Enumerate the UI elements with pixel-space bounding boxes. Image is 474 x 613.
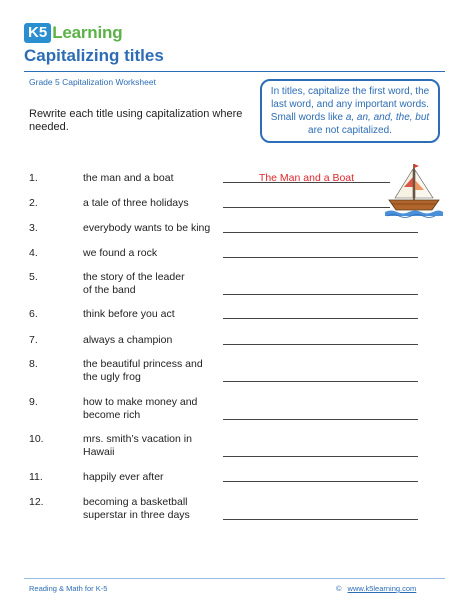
- item-prompt-line-1: how to make money and: [83, 396, 198, 408]
- item-prompt-line-2: become rich: [83, 409, 141, 421]
- answer-line[interactable]: [223, 294, 418, 295]
- logo-k5-mark: K5: [24, 23, 51, 43]
- item-number: 2.: [29, 197, 38, 209]
- footer-url-link[interactable]: www.k5learning.com: [347, 584, 417, 593]
- title-divider: [24, 71, 445, 72]
- answer-line[interactable]: [223, 232, 418, 233]
- answer-line[interactable]: [223, 182, 390, 183]
- tip-text-part1: In titles, capitalize the first word, the last word, and any important words. Small words like: [270, 86, 430, 123]
- item-prompt: happily ever after: [83, 471, 164, 483]
- item-prompt-line-2: superstar in three days: [83, 509, 190, 521]
- example-answer: The Man and a Boat: [258, 172, 355, 184]
- item-prompt: we found a rock: [83, 247, 158, 259]
- k5-learning-logo: [24, 22, 122, 44]
- item-prompt-line-2: Hawaii: [83, 446, 115, 458]
- answer-line[interactable]: [223, 419, 418, 420]
- logo-wordmark: Learning: [52, 23, 123, 42]
- answer-line[interactable]: [223, 344, 418, 345]
- answer-line[interactable]: [223, 481, 418, 482]
- instructions: Rewrite each title using capitalization where needed.: [29, 108, 243, 133]
- item-prompt: a tale of three holidays: [83, 197, 189, 209]
- item-prompt-line-1: the story of the leader: [83, 271, 185, 283]
- worksheet-subtitle: Grade 5 Capitalization Worksheet: [29, 77, 156, 87]
- item-prompt-line-2: of the band: [83, 284, 136, 296]
- item-number: 7.: [29, 334, 38, 346]
- answer-line[interactable]: [223, 318, 418, 319]
- item-prompt-line-1: mrs. smith’s vacation in: [83, 433, 192, 445]
- tip-text-part2: are not capitalized.: [308, 125, 392, 136]
- answer-line[interactable]: [223, 381, 418, 382]
- answer-line[interactable]: [223, 456, 418, 457]
- item-number: 12.: [29, 496, 44, 508]
- item-prompt-line-2: the ugly frog: [83, 371, 141, 383]
- tip-small-words: a, an, and, the, but: [345, 112, 430, 123]
- sailboat-icon: [383, 158, 445, 220]
- item-prompt-line-1: the beautiful princess and: [83, 358, 203, 370]
- copyright-symbol: ©: [336, 584, 342, 593]
- footer-tagline: Reading & Math for K-5: [29, 584, 108, 593]
- item-number: 8.: [29, 358, 38, 370]
- item-prompt: think before you act: [83, 308, 175, 320]
- footer-divider: [24, 578, 445, 579]
- item-number: 9.: [29, 396, 38, 408]
- item-number: 10.: [29, 433, 44, 445]
- item-number: 4.: [29, 247, 38, 259]
- item-number: 3.: [29, 222, 38, 234]
- item-prompt: the man and a boat: [83, 172, 174, 184]
- item-number: 11.: [29, 471, 43, 483]
- page-title: Capitalizing titles: [24, 46, 164, 65]
- item-number: 1.: [29, 172, 38, 184]
- answer-line[interactable]: [223, 519, 418, 520]
- item-number: 5.: [29, 271, 38, 283]
- item-number: 6.: [29, 308, 38, 320]
- item-prompt: always a champion: [83, 334, 173, 346]
- footer-copyright: [336, 584, 416, 593]
- answer-line[interactable]: [223, 257, 418, 258]
- item-prompt: everybody wants to be king: [83, 222, 211, 234]
- answer-line[interactable]: [223, 207, 390, 208]
- capitalization-tip-box: [260, 79, 440, 143]
- item-prompt-line-1: becoming a basketball: [83, 496, 188, 508]
